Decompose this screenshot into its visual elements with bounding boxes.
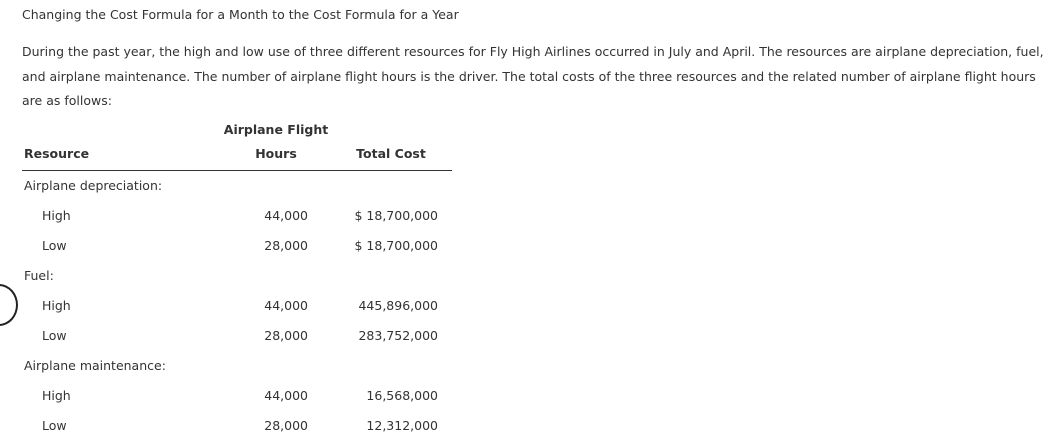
cost-fuel-low: 283,752,000 [358, 328, 438, 343]
hours-depreciation-low: 28,000 [264, 238, 308, 253]
cost-depreciation-high: $ 18,700,000 [354, 208, 438, 223]
group-label-fuel: Fuel: [24, 268, 54, 283]
group-label-airplane-maintenance: Airplane maintenance: [24, 358, 166, 373]
partial-circle-marker [0, 284, 18, 326]
group-label-airplane-depreciation: Airplane depreciation: [24, 178, 163, 193]
row-label-maintenance-low: Low [42, 418, 67, 433]
hours-maintenance-low: 28,000 [264, 418, 308, 433]
header-resource: Resource [24, 146, 90, 161]
hours-fuel-high: 44,000 [264, 298, 308, 313]
hours-maintenance-high: 44,000 [264, 388, 308, 403]
row-label-maintenance-high: High [42, 388, 71, 403]
row-label-depreciation-high: High [42, 208, 71, 223]
cost-maintenance-low: 12,312,000 [366, 418, 438, 433]
page-title: Changing the Cost Formula for a Month to the Cost Formula for a Year [22, 7, 459, 22]
cost-fuel-high: 445,896,000 [358, 298, 438, 313]
cost-depreciation-low: $ 18,700,000 [354, 238, 438, 253]
header-total-cost: Total Cost [356, 146, 426, 161]
row-label-depreciation-low: Low [42, 238, 67, 253]
row-label-fuel-low: Low [42, 328, 67, 343]
header-divider [22, 170, 452, 171]
header-flight-hours-line1: Airplane Flight [223, 122, 329, 137]
row-label-fuel-high: High [42, 298, 71, 313]
intro-paragraph: During the past year, the high and low use of three different resources for Fly High Airlines occurred in July and April. The resources are airplane depreciation, fuel, and airplane maintenance. The number of airplane flight hours is the driver. The total costs of the three resources and the related number of airplane flight hours are as follows: [22, 44, 1044, 108]
hours-fuel-low: 28,000 [264, 328, 308, 343]
header-flight-hours-line2: Hours [255, 146, 297, 161]
hours-depreciation-high: 44,000 [264, 208, 308, 223]
cost-maintenance-high: 16,568,000 [366, 388, 438, 403]
